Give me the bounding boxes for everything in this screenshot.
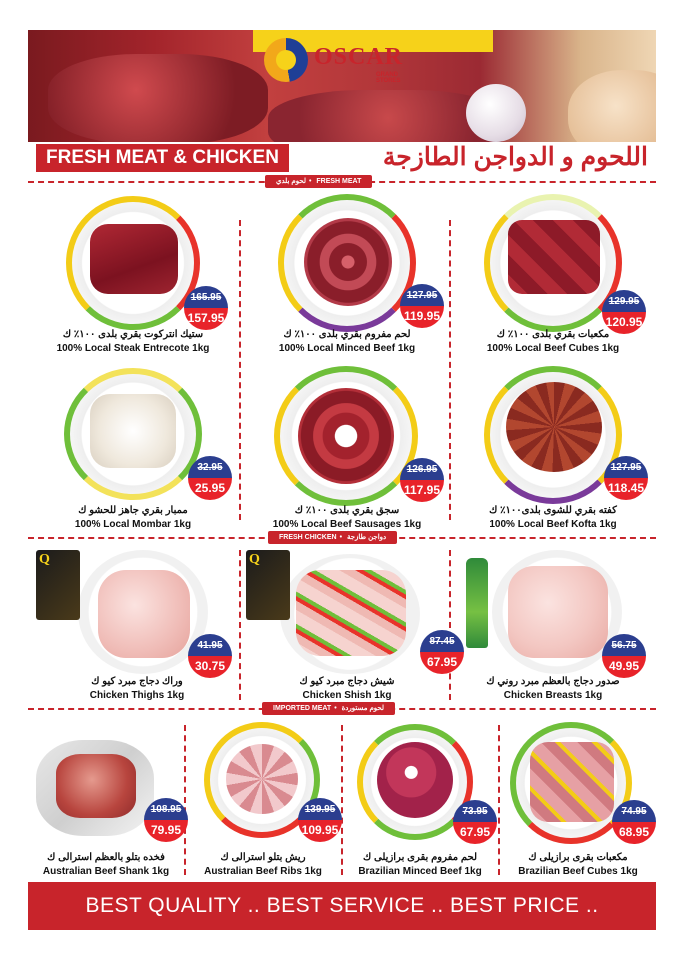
product-name-ar: مكعبات بقرى برازيلى ك (528, 852, 628, 863)
product-name-en: 100% Local Steak Entrecote 1kg (56, 343, 210, 354)
product-card[interactable] (28, 720, 184, 880)
price-badge (188, 456, 232, 500)
product-name-en: Australian Beef Ribs 1kg (204, 866, 322, 877)
product-name-en: Brazilian Beef Cubes 1kg (518, 866, 638, 877)
section-label-imported-meat: IMPORTED MEAT • لحوم مستوردة (262, 702, 395, 715)
price-badge (298, 798, 342, 842)
product-name-en: 100% Local Minced Beef 1kg (278, 343, 416, 354)
product-card[interactable] (500, 720, 656, 880)
product-name-ar: مكعبات بقري بلدى ١٠٠٪ ك (496, 329, 610, 340)
garlic-image (466, 84, 526, 142)
new-price: 67.95 (420, 652, 464, 674)
chicken-image (568, 70, 656, 142)
product-name-ar: لحم مفروم بقري بلدى ١٠٠٪ ك (283, 329, 411, 340)
title-bar (28, 142, 656, 174)
new-price: 67.95 (453, 822, 497, 844)
product-card[interactable] (28, 544, 238, 706)
old-price: 127.95 (400, 284, 444, 306)
product-card[interactable] (343, 720, 498, 880)
old-price: 32.95 (188, 456, 232, 478)
product-name-en: 100% Local Beef Cubes 1kg (486, 343, 620, 354)
product-name-ar: شيش دجاج مبرد كيو ك (299, 676, 395, 687)
beef-cubes-image (508, 220, 600, 294)
product-name-ar: وراك دجاج مبرد كيو ك (91, 676, 183, 687)
chicken-shish-image (296, 570, 406, 656)
product-name-en: Australian Beef Shank 1kg (42, 866, 170, 877)
sausages-image (298, 388, 394, 484)
product-card[interactable] (240, 362, 450, 532)
new-price: 30.75 (188, 656, 232, 678)
page-title-ar: اللحوم و الدواجن الطازجة (382, 143, 648, 171)
old-price: 127.95 (604, 456, 648, 478)
section-label-en: FRESH MEAT (316, 178, 362, 185)
price-badge (184, 286, 228, 330)
new-price: 117.95 (400, 480, 444, 502)
old-price: 126.95 (400, 458, 444, 480)
product-name-ar: سجق بقري بلدى ١٠٠٪ ك (294, 505, 400, 516)
old-price: 165.95 (184, 286, 228, 308)
product-name-en: 100% Local Mombar 1kg (74, 519, 192, 530)
new-price: 25.95 (188, 478, 232, 500)
mombar-image (90, 394, 176, 468)
q-package-image (36, 550, 80, 620)
old-price: 73.95 (453, 800, 497, 822)
q-brand-icon: Q (39, 552, 50, 567)
new-price: 79.95 (144, 820, 188, 842)
price-badge (602, 634, 646, 678)
product-name-en: 100% Local Beef Sausages 1kg (272, 519, 422, 530)
section-label-ar: لحوم بلدي (276, 178, 306, 185)
new-price: 119.95 (400, 306, 444, 328)
price-badge (612, 800, 656, 844)
price-badge (144, 798, 188, 842)
q-brand-icon: Q (249, 552, 260, 567)
chicken-breasts-image (508, 566, 608, 658)
product-name-ar: صدور دجاج بالعظم مبرد روني ك (486, 676, 620, 687)
product-name-en: Chicken Thighs 1kg (89, 690, 185, 701)
product-card[interactable] (240, 544, 458, 706)
product-name-en: Brazilian Minced Beef 1kg (358, 866, 482, 877)
section-label-ar: دواجن طازجة (346, 534, 387, 541)
header-banner (28, 30, 656, 142)
beef-shank-image (56, 754, 136, 818)
old-price: 139.95 (298, 798, 342, 820)
product-card[interactable] (452, 362, 656, 532)
new-price: 157.95 (184, 308, 228, 330)
old-price: 56.75 (602, 634, 646, 656)
section-label-en: IMPORTED MEAT (273, 705, 332, 712)
flyer-page (28, 30, 656, 930)
minced-beef-image (304, 218, 392, 306)
section-label-en: FRESH CHICKEN (279, 534, 337, 541)
brand-name: OSCAR (314, 44, 404, 70)
product-card[interactable] (452, 544, 656, 706)
seasoning-bottle-image (466, 558, 488, 648)
product-name-ar: فخده بتلو بالعظم استرالى ك (47, 852, 165, 863)
old-price: 129.95 (602, 290, 646, 312)
price-badge (602, 290, 646, 334)
footer-slogan: BEST QUALITY .. BEST SERVICE .. BEST PRICE .. (28, 882, 656, 930)
brand-subtitle: GRAND STORES (376, 72, 401, 84)
section-label-fresh-meat: لحوم بلدي • FRESH MEAT (265, 175, 372, 188)
logo-icon (264, 38, 308, 82)
product-name-en: Chicken Shish 1kg (302, 690, 392, 701)
old-price: 41.95 (188, 634, 232, 656)
meat-image (48, 54, 268, 142)
oscar-logo (264, 38, 424, 88)
brazilian-beef-cubes-image (530, 742, 614, 822)
kofta-image (506, 382, 602, 472)
product-name-ar: كفته بقري للشوى بلدى١٠٠٪ ك (489, 505, 617, 516)
product-card[interactable] (452, 190, 656, 360)
brazilian-minced-beef-image (377, 742, 453, 818)
price-badge (188, 634, 232, 678)
product-card[interactable] (28, 362, 238, 532)
product-name-ar: لحم مفروم بقرى برازيلى ك (363, 852, 477, 863)
price-badge (400, 284, 444, 328)
old-price: 108.95 (144, 798, 188, 820)
new-price: 109.95 (298, 820, 342, 842)
price-badge (604, 456, 648, 500)
new-price: 68.95 (612, 822, 656, 844)
product-card[interactable] (186, 720, 341, 880)
beef-ribs-image (226, 744, 298, 814)
new-price: 118.45 (604, 478, 648, 500)
old-price: 87.45 (420, 630, 464, 652)
section-label-ar: لحوم مستوردة (341, 705, 385, 712)
product-name-en: 100% Local Beef Kofta 1kg (489, 519, 617, 530)
product-name-en: Chicken Breasts 1kg (503, 690, 603, 701)
product-name-ar: ستيك انتركوت بقري بلدى ١٠٠٪ ك (62, 329, 204, 340)
q-package-image (246, 550, 290, 620)
product-card[interactable] (240, 190, 450, 360)
price-badge (453, 800, 497, 844)
new-price: 120.95 (602, 312, 646, 334)
steak-image (90, 224, 178, 294)
chicken-thighs-image (98, 570, 190, 658)
section-label-fresh-chicken: FRESH CHICKEN • دواجن طازجة (268, 531, 397, 544)
product-name-ar: ممبار بقري جاهز للحشو ك (78, 505, 188, 516)
price-badge (400, 458, 444, 502)
page-title-en: FRESH MEAT & CHICKEN (36, 144, 289, 172)
new-price: 49.95 (602, 656, 646, 678)
product-name-ar: ريش بتلو استرالى ك (220, 852, 306, 863)
old-price: 74.95 (612, 800, 656, 822)
product-card[interactable] (28, 190, 238, 360)
